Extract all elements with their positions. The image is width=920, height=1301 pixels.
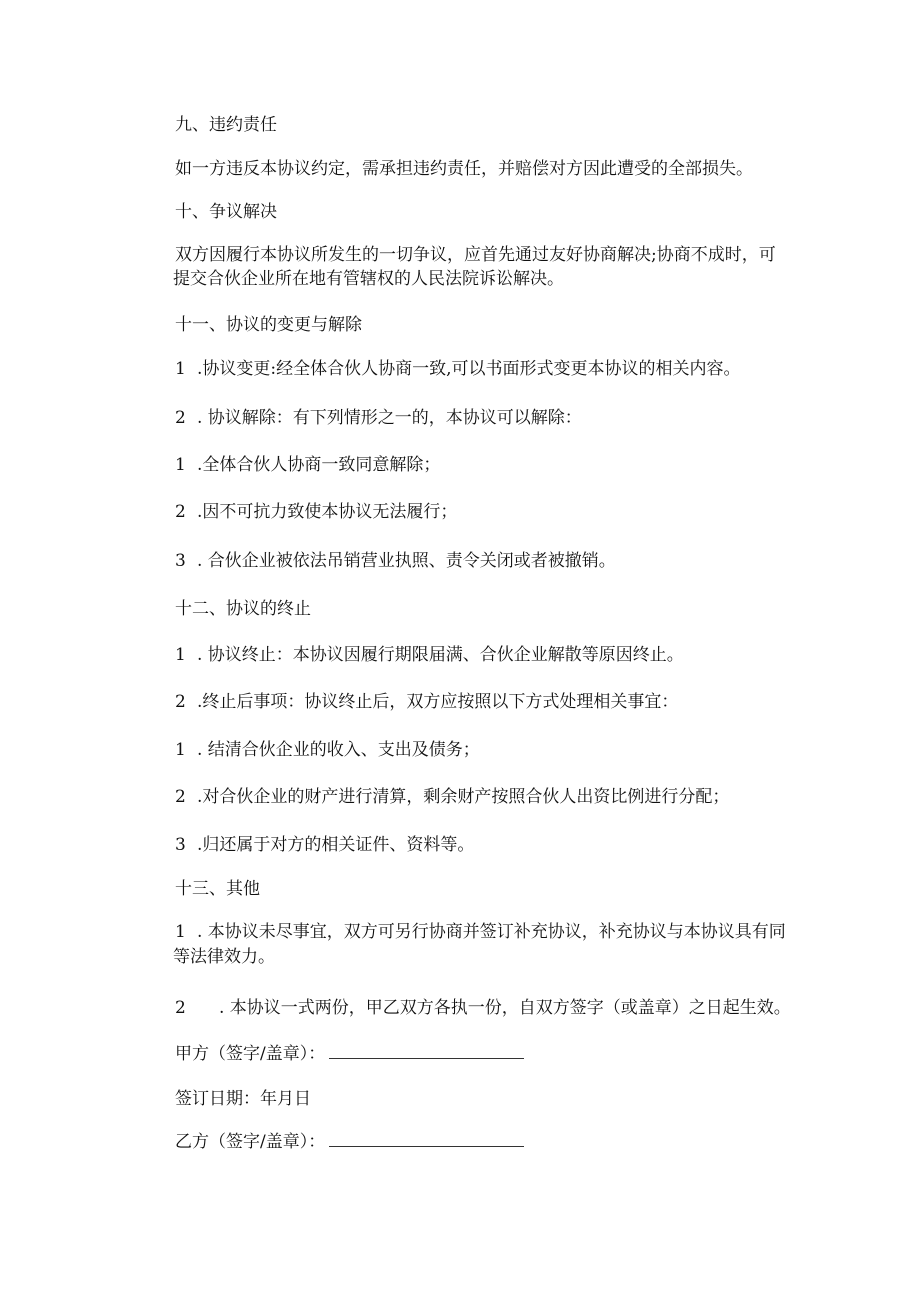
list-text: . 协议解除：有下列情形之一的，本协议可以解除： bbox=[197, 408, 582, 428]
section-10-body-line1: 双方因履行本协议所发生的一切争议，应首先通过友好协商解决;协商不成时，可 bbox=[175, 245, 776, 265]
section-12-title: 十二、协议的终止 bbox=[175, 599, 311, 619]
party-a-signature-line[interactable] bbox=[329, 1042, 524, 1059]
list-number: 1 bbox=[175, 455, 186, 475]
section-9-title: 九、违约责任 bbox=[175, 115, 277, 135]
section-11-sub-2 bbox=[175, 500, 457, 524]
list-number: 1 bbox=[175, 740, 186, 760]
section-13-item-1-line1 bbox=[175, 920, 786, 944]
section-12-sub-1 bbox=[175, 738, 480, 762]
list-text: .终止后事项：协议终止后，双方应按照以下方式处理相关事宜： bbox=[197, 692, 679, 712]
section-13-title: 十三、其他 bbox=[175, 879, 260, 899]
section-12-item-1 bbox=[175, 643, 684, 667]
list-text: .对合伙企业的财产进行清算，剩余财产按照合伙人出资比例进行分配； bbox=[197, 787, 730, 807]
section-11-item-1 bbox=[175, 357, 741, 381]
list-text: .协议变更:经全体合伙人协商一致,可以书面形式变更本协议的相关内容。 bbox=[197, 359, 741, 379]
sign-date: 签订日期：年月日 bbox=[175, 1089, 311, 1109]
list-number: 3 bbox=[175, 835, 186, 855]
section-11-item-2 bbox=[175, 406, 582, 430]
party-a-signature bbox=[175, 1042, 524, 1066]
list-text: . 本协议一式两份，甲乙双方各执一份，自双方签字（或盖章）之日起生效。 bbox=[219, 998, 791, 1018]
section-10-title: 十、争议解决 bbox=[175, 202, 277, 222]
list-text: .因不可抗力致使本协议无法履行； bbox=[197, 502, 458, 522]
list-number: 1 bbox=[175, 359, 186, 379]
list-text: . 合伙企业被依法吊销营业执照、责令关闭或者被撤销。 bbox=[197, 551, 616, 571]
list-text: . 本协议未尽事宜，双方可另行协商并签订补充协议，补充协议与本协议具有同 bbox=[197, 922, 786, 942]
section-12-item-2 bbox=[175, 690, 678, 714]
section-10-body-line2: 提交合伙企业所在地有管辖权的人民法院诉讼解决。 bbox=[173, 269, 564, 289]
list-number: 3 bbox=[175, 551, 186, 571]
section-12-sub-3 bbox=[175, 833, 474, 857]
section-13-item-1-line2: 等法律效力。 bbox=[173, 947, 275, 967]
list-text: . 结清合伙企业的收入、支出及债务； bbox=[197, 740, 480, 760]
party-b-signature bbox=[175, 1130, 524, 1154]
list-text: .归还属于对方的相关证件、资料等。 bbox=[197, 835, 475, 855]
section-9-body: 如一方违反本协议约定，需承担违约责任，并赔偿对方因此遭受的全部损失。 bbox=[175, 159, 753, 179]
list-number: 2 bbox=[175, 787, 186, 807]
list-number: 1 bbox=[175, 922, 186, 942]
section-12-sub-2 bbox=[175, 785, 729, 809]
section-13-item-2 bbox=[175, 996, 791, 1020]
list-number: 2 bbox=[175, 998, 186, 1018]
list-number: 2 bbox=[175, 408, 186, 428]
party-b-label: 乙方（签字/盖章）： bbox=[175, 1132, 326, 1152]
section-11-title: 十一、协议的变更与解除 bbox=[175, 315, 362, 335]
list-number: 1 bbox=[175, 645, 186, 665]
list-text: . 协议终止：本协议因履行期限届满、合伙企业解散等原因终止。 bbox=[197, 645, 684, 665]
section-11-sub-1 bbox=[175, 453, 440, 477]
party-a-label: 甲方（签字/盖章）： bbox=[175, 1044, 326, 1064]
party-b-signature-line[interactable] bbox=[329, 1130, 524, 1147]
list-number: 2 bbox=[175, 502, 186, 522]
list-number: 2 bbox=[175, 692, 186, 712]
list-text: .全体合伙人协商一致同意解除； bbox=[197, 455, 441, 475]
section-11-sub-3 bbox=[175, 549, 616, 573]
